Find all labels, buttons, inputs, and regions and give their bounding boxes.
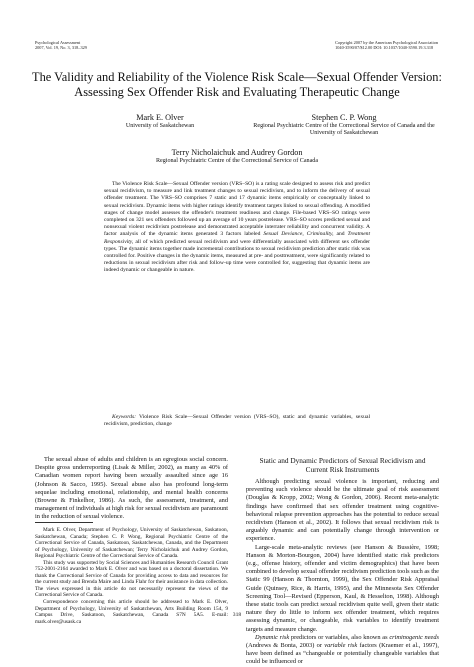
body-text-part: (Andrews & Bonta, 2003) or: [246, 642, 325, 650]
section-heading-line: Current Risk Instruments: [305, 465, 380, 474]
keywords-text: Violence Risk Scale—Sexual Offender version (VRS–SO), static and dynamic variables, sexual recidivism, prediction, change: [104, 414, 370, 428]
journal-volume: 2007, Vol. 19, No. 3, 318–329: [35, 45, 87, 51]
body-text-part: factors (Kraemer et al., 1997), have been defined as “changeable or potentially changeable variables that could be influenced or: [246, 642, 439, 666]
author-name: Terry Nicholaichuk and Audrey Gordon: [171, 148, 303, 157]
author-name: Mark E. Olver: [136, 113, 184, 122]
author-block-wong: [244, 113, 444, 138]
author-note-funding: This study was supported by Social Sciences and Humanities Research Council Grant 752-2001-2164 awarded to Mark E. Olver and was based on a doctoral dissertation. We thank the Correctional Service of Canada for providing access to data and resources for the current study and Brenda Maire and Linda Flahr for their assistance in data collection. The views expressed in this article do not necessarily represent the views of the Correctional Service of Canada.: [35, 559, 228, 599]
abstract-text-part: all of which predicted sexual recidivism and were differentially associated with different sex offender types. The dynamic items together made incremental contributions to sexual recidivism prediction after static risk was controlled for. Positive changes in the dynamic items, measured at pre- and posttreatment, were significantly related to reductions in sexual recidivism after risk and follow-up time were controlled for, suggesting that dynamic items are indeed dynamic or changeable in nature.: [104, 238, 370, 274]
body-text-part: predictors or variables, also known as: [289, 633, 390, 641]
author-block-olver: [60, 113, 260, 130]
abstract-text-part: and: [333, 231, 348, 238]
section-heading-line: Static and Dynamic Predictors of Sexual Recidivism and: [259, 456, 426, 465]
term-variable-risk: variable risk: [324, 642, 358, 650]
author-affiliation: Regional Psychiatric Centre of the Correctional Service of Canada and the University of Saskatchewan: [253, 123, 435, 137]
author-block-nicholaichuk-gordon: [60, 148, 414, 165]
author-affiliation: Regional Psychiatric Centre of the Correctional Service of Canada: [155, 158, 319, 164]
author-note: [35, 527, 228, 625]
term-criminogenic-needs: criminogenic needs: [389, 633, 439, 641]
intro-paragraph: The sexual abuse of adults and children is an egregious social concern. Despite gross underreporting (Lisak & Miller, 2002), as many as 40% of Canadian women report having been sexually assaulted since age 16 (Johnson & Sacco, 1995). Sexual abuse also has profound long-term sequelae including emotional, relationship, and mental health concerns (Browne & Finkelhor, 1986). As such, the assessment, treatment, and management of individuals at high risk for sexual recidivism are paramount in the reduction of sexual violence.: [35, 456, 228, 521]
term-dynamic-risk: Dynamic risk: [255, 633, 290, 641]
body-paragraph: Although predicting sexual violence is important, reducing and preventing such violence should be the ultimate goal of risk assessment (Douglas & Kropp, 2002; Wong & Gordon, 2006). Recent meta-analytic findings have confirmed that sex offender treatment using cognitive-behavioral relapse prevention approaches has the potential to reduce sexual recidivism (Hanson et al., 2002). It follows that sexual recidivism risk is arguably dynamic and can potentially change through intervention or experience.: [246, 478, 439, 543]
body-column-right: [246, 478, 439, 667]
copyright-notice: Copyright 2007 by the American Psychological Association: [335, 40, 438, 45]
intro-column: [35, 456, 228, 522]
abstract: [104, 181, 370, 275]
copyright-header: [335, 40, 438, 51]
keywords: [104, 414, 370, 428]
author-note-affiliations: Mark E. Olver, Department of Psychology, University of Saskatchewan, Saskatoon, Saskatchewan, Canada; Stephen C. P. Wong, Regional Psychiatric Centre of the Correctional Service of Canada, Saskatoon, Saskatchewan, Canada, and the Department of Psychology, University of Saskatchewan; Terry Nicholaichuk and Audrey Gordon, Regional Psychiatric Centre of the Correctional Service of Canada.: [35, 527, 228, 560]
author-affiliation: University of Saskatchewan: [125, 123, 195, 129]
abstract-factor-label: Sexual Deviance, Criminality,: [263, 231, 334, 238]
body-paragraph: Large-scale meta-analytic reviews (see Hanson & Bussière, 1998; Hanson & Morton-Bourgon, 2004) have identified static risk predictors (e.g., offense history, offender and victim demographics) that have been combined to develop sexual offender recidivism prediction tools such as the Static 99 (Hanson & Thornton, 1999), the Sex Offender Risk Appraisal Guide (Quinsey, Rice, & Harris, 1995), and the Minnesota Sex Offender Screening Tool—Revised (Epperson, Kaul, & Hesselton, 1998). Although these static tools can predict sexual recidivism quite well, given their static nature they do little to inform sex offender treatment, which requires assessing dynamic, or changeable, risk variables to identify treatment targets and measure change.: [246, 543, 439, 633]
abstract-factor-label: Treatment Responsivity,: [104, 231, 371, 245]
abstract-text: [104, 181, 370, 275]
page-number: 318: [232, 612, 242, 618]
abstract-text-part: The Violence Risk Scale—Sexual Offender version (VRS–SO) is a rating scale designed to assess risk and predict sexual recidivism, to measure and link treatment changes to sexual recidivism, and to inform the delivery of sexual offender treatment. The VRS–SO comprises 7 static and 17 dynamic items empirically or conceptually linked to sexual recidivism. Dynamic items with higher ratings identify treatment targets linked to sexual offending. A modified stages of change model assesses the offender's treatment readiness and change. File-based VRS–SO ratings were completed on 321 sex offenders followed up an average of 10 years postrelease. VRS–SO scores predicted sexual and nonsexual violent recidivism postrelease and demonstrated acceptable interrater reliability and concurrent validity. A factor analysis of the dynamic items generated 3 factors labeled: [104, 181, 370, 238]
section-heading: [246, 456, 439, 474]
journal-header: [35, 40, 87, 51]
journal-name: Psychological Assessment: [35, 40, 81, 45]
author-note-correspondence: Correspondence concerning this article should be addressed to Mark E. Olver, Department of Psychology, University of Saskatchewan, Arts Building Room 154, 9 Campus Drive, Saskatoon, Saskatchewan, Canada S7N 5A5. E-mail: mark.olver@usask.ca: [35, 599, 228, 625]
doi-line: 1040-3590/07/$12.00 DOI: 10.1037/1040-3590.19.3.318: [335, 45, 434, 51]
footnote-divider: [35, 522, 93, 523]
article-title: The Validity and Reliability of the Violence Risk Scale—Sexual Offender Version: Assessing Sex Offender Risk and Evaluating Therapeutic Change: [32, 70, 442, 100]
keywords-label: Keywords:: [112, 414, 137, 420]
author-name: Stephen C. P. Wong: [311, 113, 377, 122]
body-paragraph: [246, 634, 439, 667]
